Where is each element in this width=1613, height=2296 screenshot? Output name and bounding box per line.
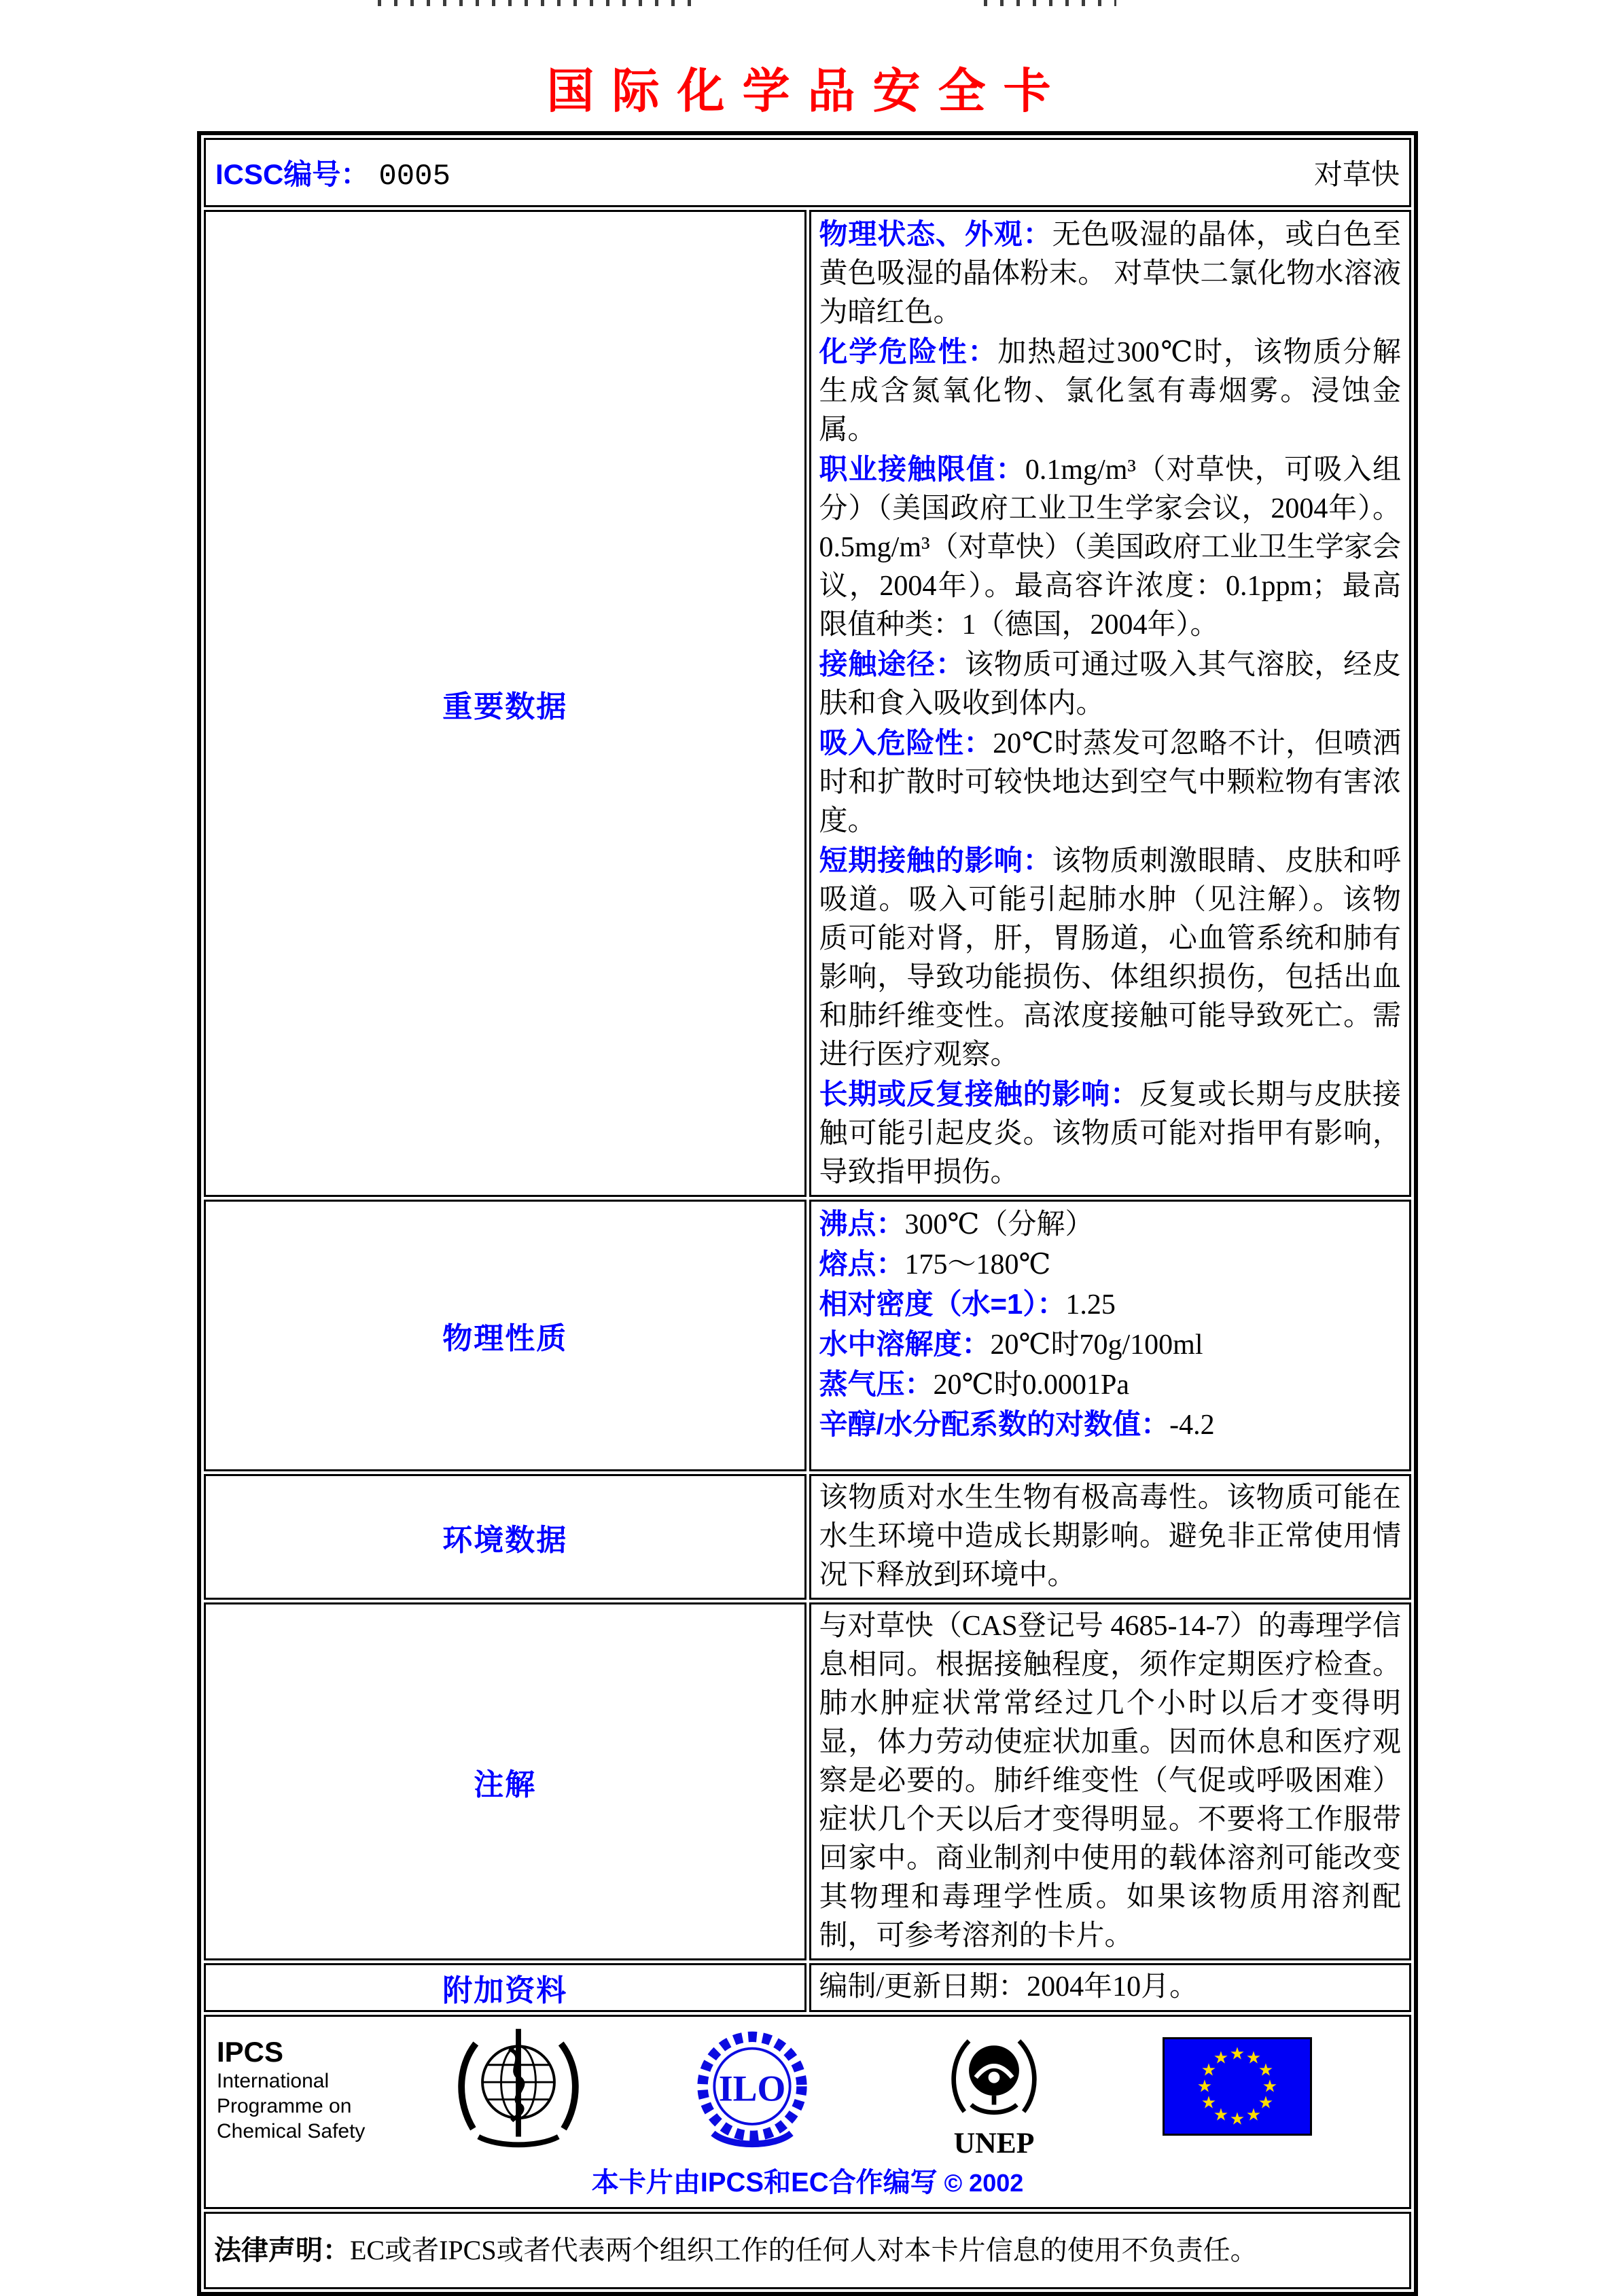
- icsc-number-group: [215, 152, 450, 194]
- field-value: 20℃时0.0001Pa: [933, 1369, 1129, 1401]
- field-label: 相对密度（水=1）：: [819, 1288, 1066, 1320]
- environmental-data-row: [204, 1474, 1411, 1600]
- eu-star-icon: ★: [1262, 2076, 1278, 2096]
- field-value: 0.1mg/m³（对草快，可吸入组分）（美国政府工业卫生学家会议，2004年）。0.5mg/m³（对草快）（美国政府工业卫生学家会议，2004年）。最高容许浓度：0.1ppm；最高限值种类：1（德国，2004年）。: [819, 454, 1401, 641]
- unep-emblem-icon: [937, 2025, 1051, 2159]
- field-label: 蒸气压：: [819, 1368, 934, 1400]
- environmental-data-text: 该物质对水生生物有极高毒性。该物质可能在水生环境中造成长期影响。避免非正常使用情况下释放到环境中。: [819, 1482, 1401, 1591]
- field-value: 300℃（分解）: [904, 1209, 1094, 1240]
- who-emblem-icon: [452, 2022, 585, 2155]
- field-physical-state-appearance: [819, 215, 1402, 332]
- unep-wordmark: UNEP: [953, 2126, 1035, 2159]
- eu-flag-icon: [1163, 2037, 1312, 2136]
- field-value: -4.2: [1169, 1410, 1215, 1441]
- notes-content: [809, 1602, 1412, 1960]
- environmental-data-content: [809, 1474, 1412, 1600]
- eu-star-icon: ★: [1258, 2060, 1274, 2080]
- credit-line: [206, 2161, 1409, 2200]
- eu-star-icon: ★: [1229, 2043, 1245, 2064]
- physical-properties-row: [204, 1200, 1411, 1471]
- field-label: 职业接触限值：: [819, 453, 1025, 485]
- field-value: 无色吸湿的晶体，或白色至黄色吸湿的晶体粉末。 对草快二氯化物水溶液为暗红色。: [819, 219, 1401, 328]
- additional-info-row: [204, 1963, 1411, 2012]
- icsc-number-label: ICSC编号：: [215, 158, 370, 190]
- important-data-section-label: 重要数据: [204, 210, 806, 1197]
- eu-star-icon: ★: [1201, 2060, 1217, 2080]
- copyright-text: © 2002: [944, 2169, 1024, 2197]
- field-value: 175～180℃: [904, 1249, 1051, 1280]
- ipcs-name-line: International: [217, 2070, 330, 2092]
- legal-notice-text: EC或者IPCS或者代表两个组织工作的任何人对本卡片信息的使用不负责任。: [350, 2235, 1258, 2265]
- field-label: 熔点：: [819, 1248, 905, 1280]
- field-label: 化学危险性：: [819, 336, 998, 367]
- eu-star-icon: ★: [1229, 2109, 1245, 2129]
- ilo-letters: ILO: [718, 2068, 786, 2109]
- additional-info-section-label: 附加资料: [204, 1963, 806, 2012]
- additional-info-text: 编制/更新日期：2004年10月。: [819, 1971, 1199, 2003]
- legal-row: [204, 2212, 1411, 2289]
- eu-star-icon: ★: [1245, 2047, 1262, 2068]
- eu-star-icon: ★: [1213, 2047, 1229, 2068]
- field-label: 短期接触的影响：: [819, 844, 1052, 876]
- field-vapour-pressure: [819, 1365, 1402, 1405]
- field-value: 1.25: [1065, 1289, 1116, 1321]
- chemical-name: 对草快: [1313, 160, 1400, 191]
- card-header-cell: [204, 138, 1411, 207]
- field-value: 该物质刺激眼睛、皮肤和呼吸道。吸入可能引起肺水肿（见注解）。该物质可能对肾，肝，胃肠道，心血管系统和肺有影响，导致功能损伤、体组织损伤，包括出血和肺纤维变性。高浓度接触可能导致死亡。需进行医疗观察。: [819, 846, 1401, 1071]
- field-value: 20℃时蒸发可忽略不计，但喷洒时和扩散时可较快地达到空气中颗粒物有害浓度。: [819, 728, 1401, 837]
- field-value: 20℃时70g/100ml: [990, 1329, 1203, 1361]
- field-short-term-effects: [819, 841, 1402, 1075]
- ipcs-text-block: [217, 2036, 365, 2144]
- eu-star-icon: ★: [1258, 2092, 1274, 2113]
- field-long-term-effects: [819, 1075, 1402, 1192]
- ipcs-name-line: Chemical Safety: [217, 2120, 366, 2142]
- environmental-data-section-label: 环境数据: [204, 1474, 806, 1600]
- card-header-row: [204, 138, 1411, 207]
- additional-info-content: [809, 1963, 1412, 2012]
- physical-properties-content: [809, 1200, 1412, 1471]
- field-label: 物理状态、外观：: [819, 218, 1052, 250]
- field-value: 该物质可通过吸入其气溶胶，经皮肤和食入吸收到体内。: [819, 649, 1401, 719]
- clipped-previous-line-fragment: [984, 0, 1116, 6]
- field-routes-of-exposure: [819, 645, 1402, 723]
- legal-notice-label: 法律声明：: [214, 2236, 350, 2265]
- organizations-row: [204, 2015, 1411, 2209]
- eu-star-icon: ★: [1201, 2092, 1217, 2113]
- field-label: 辛醇/水分配系数的对数值：: [819, 1408, 1170, 1440]
- field-label: 吸入危险性：: [819, 727, 993, 759]
- page-title: 国际化学品安全卡: [546, 65, 1069, 118]
- notes-section-label: 注解: [204, 1602, 806, 1960]
- field-label: 水中溶解度：: [819, 1328, 991, 1360]
- important-data-row: [204, 210, 1411, 1197]
- field-occupational-exposure-limits: [819, 450, 1402, 645]
- field-relative-density: [819, 1285, 1402, 1325]
- field-value: 反复或长期与皮肤接触可能引起皮炎。该物质可能对指甲有影响，导致指甲损伤。: [819, 1079, 1401, 1188]
- ipcs-name-line: Programme on: [217, 2095, 352, 2117]
- legal-cell: [204, 2212, 1411, 2289]
- field-inhalation-risk: [819, 723, 1402, 841]
- icsc-number-value: 0005: [378, 159, 450, 194]
- field-boiling-point: [819, 1204, 1402, 1244]
- field-label: 长期或反复接触的影响：: [819, 1078, 1140, 1110]
- eu-star-icon: ★: [1197, 2076, 1213, 2096]
- ipcs-acronym: IPCS: [217, 2036, 284, 2068]
- important-data-content: [809, 210, 1412, 1197]
- field-value: 加热超过300℃时，该物质分解生成含氮氧化物、氯化氢有毒烟雾。浸蚀金属。: [819, 337, 1401, 446]
- ilo-emblem-icon: [687, 2026, 817, 2157]
- physical-properties-section-label: 物理性质: [204, 1200, 806, 1471]
- eu-star-icon: ★: [1245, 2104, 1262, 2125]
- field-water-solubility: [819, 1325, 1402, 1365]
- notes-text: 与对草快（CAS登记号 4685-14-7）的毒理学信息相同。根据接触程度，须作定期医疗检查。肺水肿症状常常经过几个小时以后才变得明显，体力劳动使症状加重。因而休息和医疗观察是必要的。肺纤维变性（气促或呼吸困难）症状几个天以后才变得明显。不要将工作服带回家中。商业制剂中使用的载体溶剂可能改变其物理和毒理学性质。如果该物质用溶剂配制，可参考溶剂的卡片。: [819, 1611, 1401, 1952]
- safety-card-table: [197, 131, 1418, 2296]
- field-melting-point: [819, 1244, 1402, 1285]
- credit-text: 本卡片由IPCS和EC合作编写: [591, 2168, 938, 2198]
- organizations-cell: [204, 2015, 1411, 2209]
- notes-row: [204, 1602, 1411, 1960]
- field-octanol-water-partition: [819, 1405, 1402, 1445]
- field-label: 沸点：: [819, 1208, 905, 1240]
- field-label: 接触途径：: [819, 648, 965, 680]
- clipped-previous-line-fragment: [378, 0, 704, 6]
- eu-star-icon: ★: [1213, 2104, 1229, 2125]
- field-chemical-dangers: [819, 332, 1402, 450]
